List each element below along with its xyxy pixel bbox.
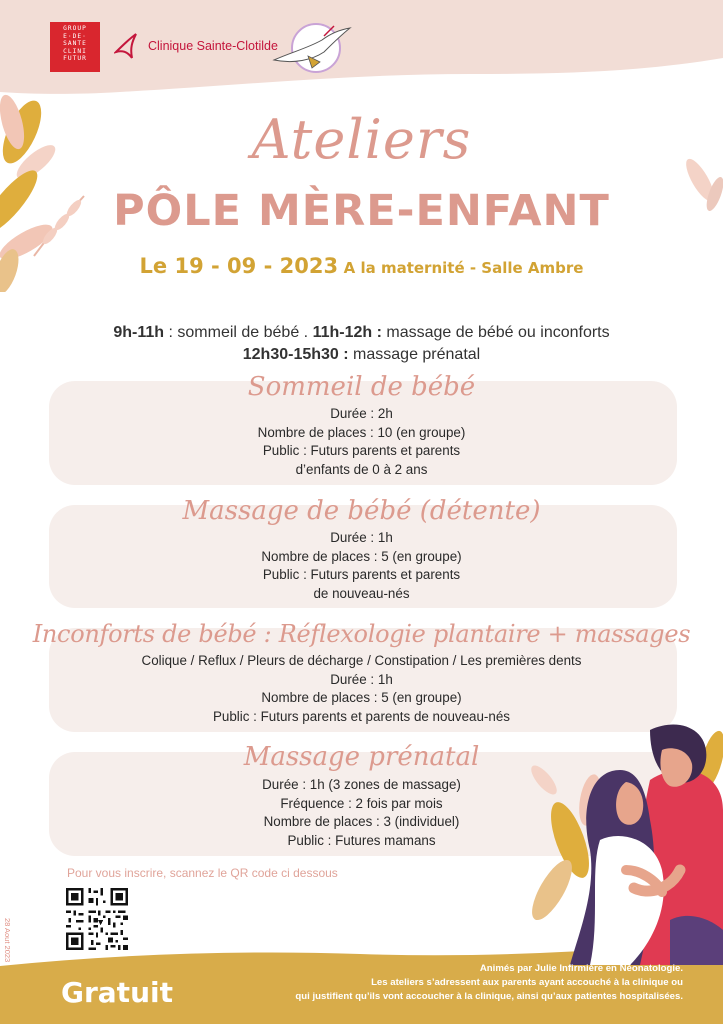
registration-instruction: Pour vous inscrire, scannez le QR code ci dessous: [67, 866, 338, 880]
clinic-name: Clinique Sainte-Clotilde: [148, 39, 278, 53]
workshop-title: Massage de bébé (détente): [182, 496, 541, 526]
clinic-logo: [114, 32, 278, 60]
header-band: [0, 0, 723, 110]
group-logo: GROUP E·DE· SANTE CLINI FUTUR: [50, 22, 100, 72]
stork-seal-icon: [272, 22, 352, 74]
title-main: PÔLE MÈRE-ENFANT: [113, 186, 610, 236]
schedule: [0, 322, 723, 366]
workshop-title: Inconforts de bébé : Réflexologie plantaire + massages: [32, 620, 691, 648]
title-script: Ateliers: [251, 108, 472, 171]
price-label: Gratuit: [61, 976, 173, 1009]
clinic-mark-icon: [114, 32, 144, 60]
workshop-details: Durée : 1h (3 zones de massage) Fréquence : 2 fois par mois Nombre de places : 3 (individuel) Public : Futures mamans: [262, 777, 461, 848]
event-date: Le 19 - 09 - 2023: [139, 254, 339, 278]
event-location: A la maternité - Salle Ambre: [343, 259, 584, 277]
schedule-line-1: 9h-11h : sommeil de bébé . 11h-12h : massage de bébé ou inconforts: [113, 324, 610, 341]
couple-illustration: [530, 720, 723, 965]
workshop-title: Massage prénatal: [243, 742, 480, 772]
side-date: 28 Aout 2023: [3, 918, 12, 963]
footer-info: Animés par Julie Infirmière en Néonatologie. Les ateliers s’adressent aux parents ayant accouché à la clinique ou qui justifient qu’ils vont accoucher à la clinique, ainsi qu’aux patientes hospitalisées.: [295, 963, 683, 1002]
workshop-details: Colique / Reflux / Pleurs de décharge / Constipation / Les premières dents Durée : 1h Nombre de places : 5 (en groupe) Public : Futurs parents et parents de nouveau-nés: [141, 653, 582, 724]
workshop-details: Durée : 1h Nombre de places : 5 (en groupe) Public : Futurs parents et parents de nouveau-nés: [261, 530, 462, 601]
workshop-title: Sommeil de bébé: [247, 372, 476, 402]
event-date-line: [0, 254, 723, 278]
workshop-details: Durée : 2h Nombre de places : 10 (en groupe) Public : Futurs parents et parents d’enfants de 0 à 2 ans: [257, 406, 466, 477]
schedule-line-2: 12h30-15h30 : massage prénatal: [242, 346, 481, 363]
